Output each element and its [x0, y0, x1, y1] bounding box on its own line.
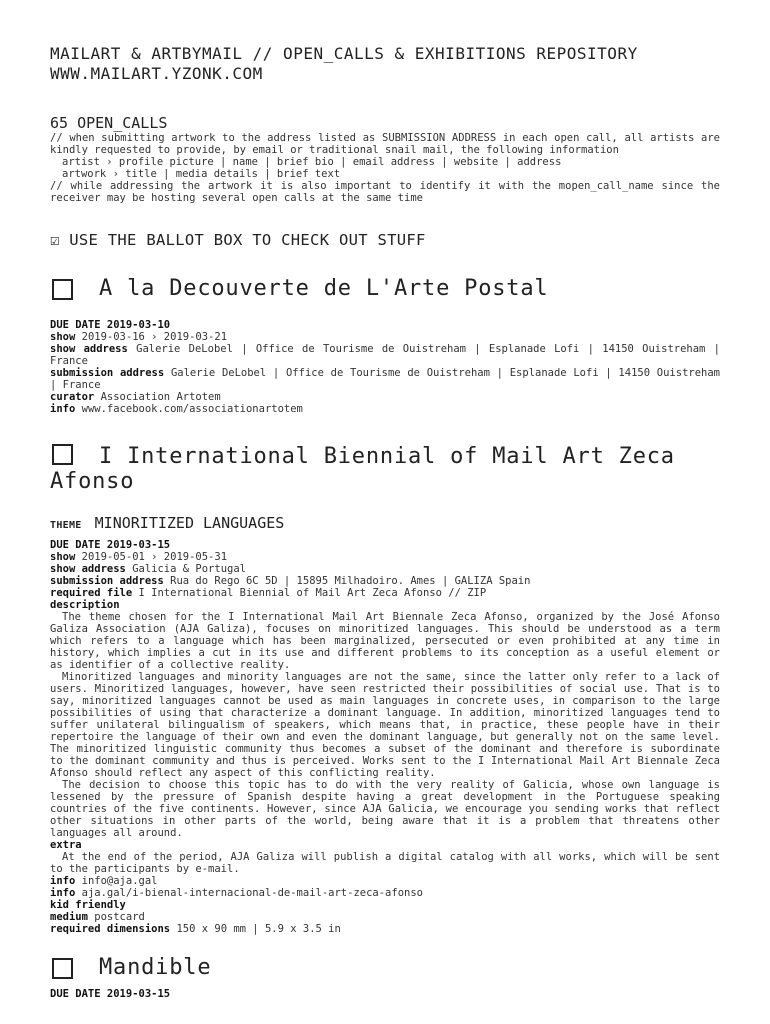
field-label: show address [50, 343, 128, 355]
submission-address: Rua do Rego 6C 5D | 15895 Milhadoiro. Ames | GALIZA Spain [170, 575, 531, 587]
show-address: Galicia & Portugal [132, 563, 246, 575]
note-intro: // when submitting artwork to the address listed as SUBMISSION ADDRESS in each open call, all artists are kindly requested to provide, by email or traditional snail mail, the following information [50, 132, 720, 156]
required-dimensions: 150 x 90 mm | 5.9 x 3.5 in [176, 923, 341, 935]
field-label: info [50, 887, 76, 899]
open-call-title-text: I International Biennial of Mail Art Zeca Afonso [50, 444, 675, 494]
field-label: description [50, 599, 120, 611]
description-paragraph: Minoritized languages and minority languages are not the same, since the latter only refer to a lack of users. Minoritized languages, however, have seen restricted their possibilities of social use. That is to say, minoritized languages cannot be used as main languages in concrete uses, in comparison to the large possibilities of using that characterize a dominant language. In addition, minoritized languages tend to suffer unilateral bilingualism of speakers, which means that, in practice, these people have in their repertoire the language of their own and even the dominant language, but generally not on the same level. The minoritized linguistic community thus becomes a subset of the dominant and therefore is subordinate to the dominant community and thus is perceived. Works sent to the I International Mail Art Biennale Zeca Afonso should reflect any aspect of this conflicting reality. [50, 671, 720, 779]
open-call-title [50, 955, 720, 980]
open-call-title [50, 441, 720, 494]
open-calls-count: 65 OPEN_CALLS [50, 114, 168, 132]
field-label: submission address [50, 575, 164, 587]
site-title: MAILART & ARTBYMAIL // OPEN_CALLS & EXHIBITIONS REPOSITORY [50, 44, 638, 63]
due-date: DUE DATE 2019-03-10 [50, 319, 171, 331]
field-label: show [50, 331, 76, 343]
field-label: show [50, 551, 76, 563]
open-call-details [50, 988, 720, 1000]
due-date: DUE DATE 2019-03-15 [50, 988, 171, 1000]
field-label: submission address [50, 367, 165, 379]
ballot-hint: ☑ USE THE BALLOT BOX TO CHECK OUT STUFF [50, 231, 426, 249]
ballot-checkbox[interactable] [52, 958, 73, 979]
site-header [50, 44, 720, 84]
open-call-title [50, 276, 720, 301]
field-label: required file [50, 587, 133, 599]
field-label: info [50, 875, 76, 887]
field-label: required dimensions [50, 923, 171, 935]
extra-text: At the end of the period, AJA Galiza will publish a digital catalog with all works, which will be sent to the participants by e-mail. [50, 851, 720, 875]
curator: Association Artotem [100, 391, 221, 403]
info-link[interactable]: www.facebook.com/associationartotem [81, 403, 303, 415]
info-email[interactable]: info@aja.gal [81, 875, 158, 887]
show-address: Galerie DeLobel | Office de Tourisme de Ouistreham | Esplanade Lofi | 14150 Ouistreham | France [50, 343, 720, 367]
theme-value: MINORITIZED LANGUAGES [94, 514, 285, 532]
required-file: I International Biennial of Mail Art Zeca Afonso // ZIP [138, 587, 487, 599]
note-outro: // while addressing the artwork it is also important to identify it with the mopen_call_name since the receiver may be hosting several open calls at the same time [50, 180, 720, 204]
description-paragraph: The decision to choose this topic has to do with the very reality of Galicia, whose own language is lessened by the pressure of Spanish despite having a great development in the Portuguese speaking countries of the five continents. However, since AJA Galicia, we encourage you sending works that reflect other situations in other parts of the world, being aware that it is a problem that threatens other languages all around. [50, 779, 720, 839]
show-dates: 2019-03-16 › 2019-03-21 [81, 331, 228, 343]
field-label: curator [50, 391, 95, 403]
info-link[interactable]: aja.gal/i-bienal-internacional-de-mail-art-zeca-afonso [81, 887, 423, 899]
submission-address: Galerie DeLobel | Office de Tourisme de Ouistreham | Esplanade Lofi | 14150 Ouistreham | France [50, 367, 720, 391]
site-url[interactable]: WWW.MAILART.YZONK.COM [50, 64, 263, 83]
field-label: info [50, 403, 76, 415]
open-call-theme [50, 514, 720, 535]
ballot-checkbox[interactable] [52, 279, 73, 300]
note-artwork: artwork › title | media details | brief text [62, 168, 341, 180]
field-label: show address [50, 563, 126, 575]
medium: postcard [94, 911, 145, 923]
open-call-details [50, 539, 720, 935]
field-label: medium [50, 911, 88, 923]
submission-note [50, 132, 720, 204]
note-artist: artist › profile picture | name | brief bio | email address | website | address [62, 156, 562, 168]
open-call-title-text: Mandible [99, 955, 212, 980]
field-label: extra [50, 839, 82, 851]
description-paragraph: The theme chosen for the I International Mail Art Biennale Zeca Afonso, organized by the José Afonso Galiza Association (AJA Galiza), focuses on minoritized languages. This should be understood as a term which refers to a language which has been marginalized, persecuted or even prohibited at any time in history, which implies a cut in its use and different problems to its conception as a useful element or as identifier of a collective reality. [50, 611, 720, 671]
open-call-details [50, 319, 720, 415]
show-dates: 2019-05-01 › 2019-05-31 [81, 551, 228, 563]
kid-friendly-flag: kid friendly [50, 899, 126, 911]
theme-label: THEME [50, 520, 82, 531]
due-date: DUE DATE 2019-03-15 [50, 539, 171, 551]
open-call-title-text: A la Decouverte de L'Arte Postal [99, 276, 549, 301]
ballot-checkbox[interactable] [52, 444, 73, 465]
